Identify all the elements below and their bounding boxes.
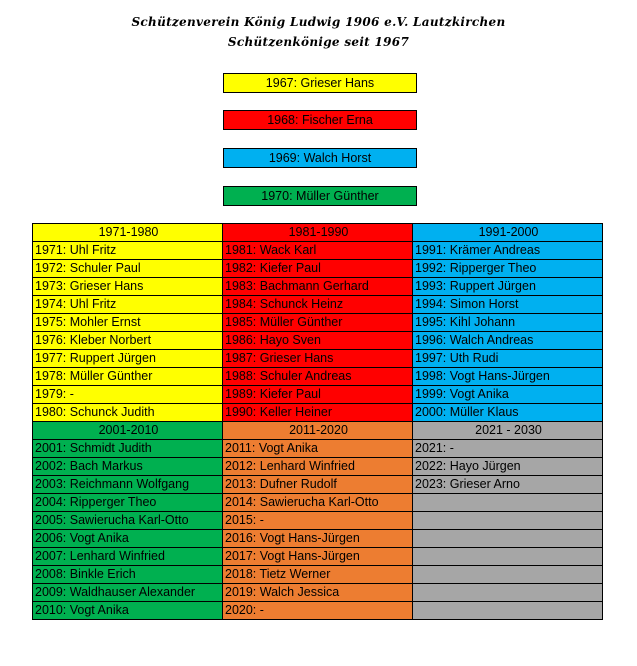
table-cell: 2011: Vogt Anika [223,440,413,458]
table-cell: 1991: Krämer Andreas [413,242,603,260]
table-cell: 1979: - [33,386,223,404]
table-cell: 2007: Lenhard Winfried [33,548,223,566]
table-cell: 1975: Mohler Ernst [33,314,223,332]
table-row [33,602,603,620]
table-cell: 2016: Vogt Hans-Jürgen [223,530,413,548]
table-cell: 2002: Bach Markus [33,458,223,476]
table-cell: 2010: Vogt Anika [33,602,223,620]
table-row [33,566,603,584]
table-cell: 2020: - [223,602,413,620]
table-cell: 1992: Ripperger Theo [413,260,603,278]
decade-header-row [33,422,603,440]
year-box-1970: 1970: Müller Günther [223,186,417,206]
year-box-1967: 1967: Grieser Hans [223,73,417,93]
table-row [33,476,603,494]
table-cell: 2023: Grieser Arno [413,476,603,494]
table-row [33,314,603,332]
table-row [33,458,603,476]
table-cell: 2001: Schmidt Judith [33,440,223,458]
table-cell: 2009: Waldhauser Alexander [33,584,223,602]
table-cell: 2019: Walch Jessica [223,584,413,602]
table-row [33,512,603,530]
table-cell: 1995: Kihl Johann [413,314,603,332]
table-cell: 1983: Bachmann Gerhard [223,278,413,296]
table-cell: 1973: Grieser Hans [33,278,223,296]
table-row [33,494,603,512]
decade-header: 2011-2020 [223,422,413,440]
table-cell: 2013: Dufner Rudolf [223,476,413,494]
table-row [33,548,603,566]
table-cell: 1971: Uhl Fritz [33,242,223,260]
table-cell [413,512,603,530]
table-cell: 1978: Müller Günther [33,368,223,386]
table-cell [413,584,603,602]
table-row [33,332,603,350]
table-cell: 1999: Vogt Anika [413,386,603,404]
table-cell: 1974: Uhl Fritz [33,296,223,314]
table-cell [413,530,603,548]
decade-header: 2001-2010 [33,422,223,440]
table-cell: 2000: Müller Klaus [413,404,603,422]
table-row [33,278,603,296]
table-cell: 2004: Ripperger Theo [33,494,223,512]
table-cell: 2008: Binkle Erich [33,566,223,584]
table-cell: 1994: Simon Horst [413,296,603,314]
table-cell: 2014: Sawierucha Karl-Otto [223,494,413,512]
table-cell: 1988: Schuler Andreas [223,368,413,386]
table-row [33,350,603,368]
table-row [33,242,603,260]
decade-header: 1971-1980 [33,224,223,242]
table-cell: 1985: Müller Günther [223,314,413,332]
table-cell: 2015: - [223,512,413,530]
table-cell: 1998: Vogt Hans-Jürgen [413,368,603,386]
decade-header: 1981-1990 [223,224,413,242]
table-cell: 2012: Lenhard Winfried [223,458,413,476]
table-cell: 1977: Ruppert Jürgen [33,350,223,368]
table-row [33,296,603,314]
year-box-1968: 1968: Fischer Erna [223,110,417,130]
table-cell: 1981: Wack Karl [223,242,413,260]
decade-header: 1991-2000 [413,224,603,242]
table-row [33,368,603,386]
year-box-1969: 1969: Walch Horst [223,148,417,168]
kings-table [32,223,603,620]
table-cell: 2003: Reichmann Wolfgang [33,476,223,494]
table-row [33,530,603,548]
table-cell: 1997: Uth Rudi [413,350,603,368]
table-cell: 2017: Vogt Hans-Jürgen [223,548,413,566]
decade-header: 2021 - 2030 [413,422,603,440]
table-cell: 1984: Schunck Heinz [223,296,413,314]
table-cell: 2006: Vogt Anika [33,530,223,548]
table-cell: 1972: Schuler Paul [33,260,223,278]
table-cell: 1976: Kleber Norbert [33,332,223,350]
decade-header-row [33,224,603,242]
table-cell [413,566,603,584]
table-cell: 1982: Kiefer Paul [223,260,413,278]
table-row [33,404,603,422]
table-cell: 2022: Hayo Jürgen [413,458,603,476]
table-cell [413,494,603,512]
table-cell: 1990: Keller Heiner [223,404,413,422]
table-row [33,584,603,602]
table-cell [413,602,603,620]
table-cell: 2018: Tietz Werner [223,566,413,584]
table-cell: 1996: Walch Andreas [413,332,603,350]
table-cell: 2005: Sawierucha Karl-Otto [33,512,223,530]
table-row [33,386,603,404]
table-cell: 1987: Grieser Hans [223,350,413,368]
table-cell: 1993: Ruppert Jürgen [413,278,603,296]
table-cell: 2021: - [413,440,603,458]
table-cell [413,548,603,566]
table-cell: 1980: Schunck Judith [33,404,223,422]
table-cell: 1989: Kiefer Paul [223,386,413,404]
list-subtitle: Schützenkönige seit 1967 [227,35,410,49]
table-cell: 1986: Hayo Sven [223,332,413,350]
club-title: Schützenverein König Ludwig 1906 e.V. Lautzkirchen [131,15,506,29]
table-row [33,260,603,278]
table-row [33,440,603,458]
